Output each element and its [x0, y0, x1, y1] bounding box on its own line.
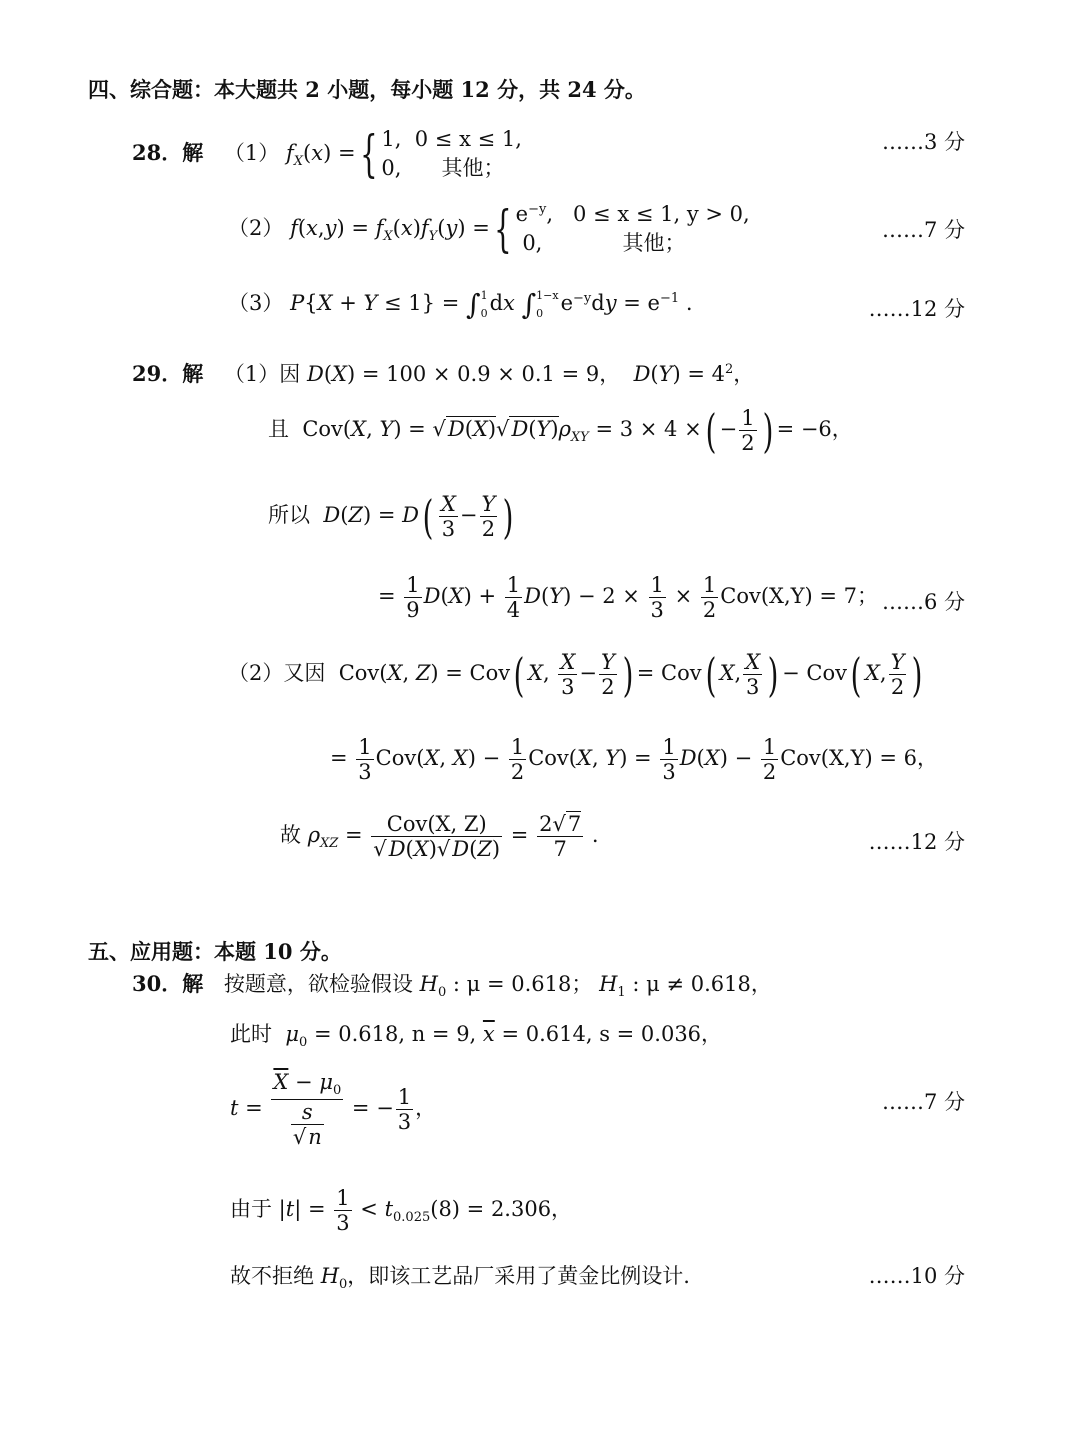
section-4-heading: 四、综合题：本大题共 2 小题，每小题 12 分，共 24 分。 [88, 77, 646, 102]
q30-line2: 此时 $\mu_0 = 0.618$, n = 9, $\overline{x} = 0.614$, s = 0.036， [230, 1022, 723, 1050]
q30-line3-score: ……7 分 [881, 1090, 965, 1114]
q30-line5-score: ……10 分 [868, 1264, 965, 1288]
q29-line2: 且 Cov(X, $Y) = √D(X)√D(Y)\rho_{XY} = 3 \times 4$ ×( − $\frac{1}{2}$ ) = −6， [268, 403, 853, 458]
q30-line4: 由于 |t| = $\frac{1}{3}$ < $t_{0.025}(8) = 2.306$， [230, 1186, 573, 1236]
q29-line4: = $\frac{1}{9}$ D(X) + $\frac{1}{4}$ D(Y) − 2 × $\frac{1}{3}$ × $\frac{1}{2}$ Cov(X,Y) = 7； [378, 573, 879, 623]
q29-line7: 故 $\rho_{XZ}$ = $\frac{\text{Cov(X, Z)}}{√D(X)√D(Z)}$ = $\frac{2√7}{7}$ . [280, 812, 599, 862]
q29-line3: 所以 D(Z) = D( $\frac{X}{3}$ − $\frac{Y}{2}$ ) [268, 489, 514, 544]
q30-label: 30．解 [132, 971, 204, 996]
q28-part3: （3） P{X + Y ≤ 1} = ∫1 0dx ∫1−x 0 $e^{-y}dy = e^{-1}$ . [228, 288, 693, 322]
q29-line1: 29．解 （1）因 D(X) = 100 × 0.9 × 0.1 = 9， $D(Y) = 4^2$， [132, 361, 755, 386]
q28-part3-score: ……12 分 [868, 297, 965, 321]
q28-part1-score: ……3 分 [881, 130, 965, 154]
section-5-heading: 五、应用题：本题 10 分。 [88, 939, 342, 964]
q28-label: 28．解 [132, 139, 204, 165]
q30-line3: t = $\frac{\overline{X} - \mu_0}{\frac{s}{√n}}$ = − $\frac{1}{3}$ ， [230, 1070, 437, 1150]
q30-line5: 故不拒绝 $H_0$，即该工艺品厂采用了黄金比例设计. [230, 1264, 690, 1292]
q29-line7-score: ……12 分 [868, 830, 965, 854]
q28-part2: （2） $f(x,y) = f_X(x)f_Y(y)$ ={ $e^{-y}$, 0 ≤ x ≤ 1, y > 0, 0, 其他； [228, 200, 750, 259]
q28-part2-score: ……7 分 [881, 218, 965, 242]
q29-line4-score: ……6 分 [881, 590, 965, 614]
q29-line5: （2）又因 Cov(X, Z) = Cov( X, $\frac{X}{3}$ − $\frac{Y}{2}$ ) = Cov( X, $\frac{X}{3}$ ) − Cov( X, $\frac{Y}{2}$ ) [228, 647, 923, 702]
q28-part1: 28．解 （1） $f_X(x)$ ={ 1, 0 ≤ x ≤ 1, 0, 其他； [132, 125, 522, 184]
q29-label: 29．解 [132, 361, 204, 386]
q29-line6: = $\frac{1}{3}$ Cov(X, X) − $\frac{1}{2}$ Cov(X, Y) = $\frac{1}{3}$ D(X) − $\frac{1}{2}$ Cov(X,Y) = 6， [330, 735, 938, 785]
q30-line1: 30．解 按题意，欲检验假设 $H_0$ : μ = 0.618； $H_1$ : μ ≠ 0.618， [132, 971, 772, 1000]
